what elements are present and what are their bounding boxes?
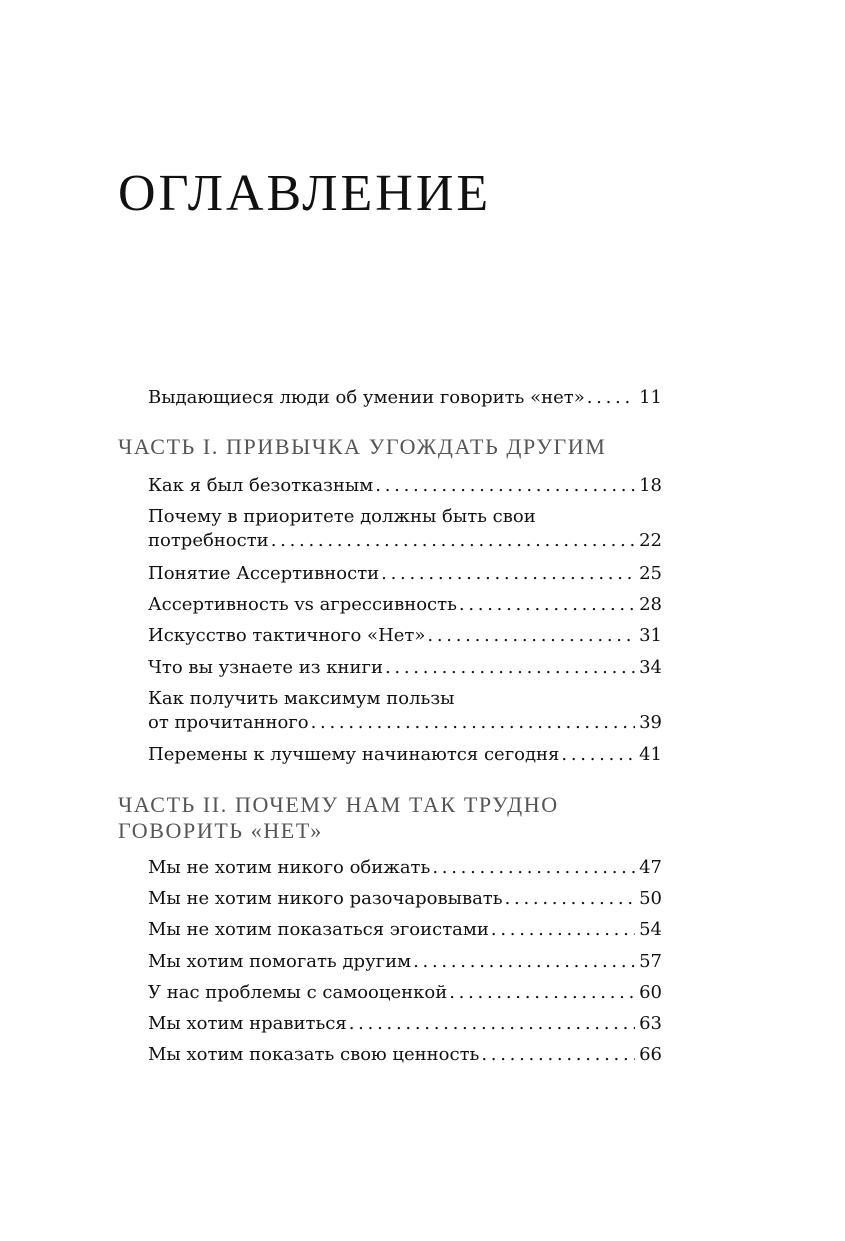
toc-entry[interactable] <box>148 505 662 553</box>
toc-entry-page: 28 <box>639 594 662 615</box>
toc-entry-page: 57 <box>639 951 662 972</box>
part-heading-line: ГОВОРИТЬ «НЕТ» <box>118 818 323 843</box>
toc-entry-title: Ассертивность vs агрессивность <box>148 594 457 615</box>
dot-leader <box>385 656 635 680</box>
toc-entry-title: Как я был безотказным <box>148 475 374 496</box>
toc-entry-title: Понятие Ассертивности <box>148 563 380 584</box>
toc-entry-title: Мы хотим помогать другим <box>148 951 412 972</box>
dot-leader <box>375 474 635 498</box>
toc-entry[interactable] <box>148 918 662 942</box>
toc-entry-page: 39 <box>639 712 662 733</box>
dot-leader <box>449 981 635 1005</box>
toc-entry-title: потребности <box>148 530 269 551</box>
toc-entry[interactable] <box>148 562 662 586</box>
toc-entry[interactable] <box>148 743 662 767</box>
dot-leader <box>381 562 635 586</box>
toc-entry-title: Выдающиеся люди об умении говорить «нет» <box>148 387 585 408</box>
toc-entry-page: 18 <box>639 475 662 496</box>
toc-entry-page: 22 <box>639 530 662 551</box>
toc-entry[interactable] <box>148 474 662 498</box>
dot-leader <box>459 593 635 617</box>
toc-entry-title: Мы не хотим никого обижать <box>148 857 431 878</box>
toc-entry-page: 50 <box>639 888 662 909</box>
toc-entry-page: 31 <box>639 625 662 646</box>
toc-entry-page: 66 <box>639 1044 662 1065</box>
dot-leader <box>505 887 636 911</box>
part-heading-line: ЧАСТЬ I. ПРИВЫЧКА УГОЖДАТЬ ДРУГИМ <box>118 434 607 459</box>
toc-entry-title-line1: Почему в приоритете должны быть свои <box>148 506 536 527</box>
toc-entry-title: Перемены к лучшему начинаются сегодня <box>148 744 560 765</box>
toc-entry[interactable] <box>148 950 662 974</box>
dot-leader <box>587 386 635 410</box>
toc-entry-title: Мы не хотим никого разочаровывать <box>148 888 503 909</box>
toc-entry-page: 60 <box>639 982 662 1003</box>
toc-entry-page: 11 <box>639 387 662 408</box>
dot-leader <box>413 950 635 974</box>
toc-entry[interactable] <box>148 981 662 1005</box>
toc-entry-page: 41 <box>639 744 662 765</box>
dot-leader <box>349 1012 635 1036</box>
toc-entry-title-line1: Как получить максимум пользы <box>148 688 455 709</box>
part-heading-1 <box>118 434 678 460</box>
dot-leader <box>561 743 635 767</box>
toc-entry-title: У нас проблемы с самооценкой <box>148 982 448 1003</box>
toc-entry-page: 63 <box>639 1013 662 1034</box>
toc-entry-title: Мы хотим нравиться <box>148 1013 347 1034</box>
toc-entry-page: 25 <box>639 563 662 584</box>
toc-entry[interactable] <box>148 1012 662 1036</box>
toc-entry[interactable] <box>148 624 662 648</box>
toc-entry[interactable] <box>148 656 662 680</box>
toc-entry[interactable] <box>148 687 662 735</box>
dot-leader <box>481 1043 635 1067</box>
toc-entry[interactable] <box>148 856 662 880</box>
toc-entry-page: 34 <box>639 657 662 678</box>
dot-leader <box>271 529 635 553</box>
toc-entry-title: от прочитанного <box>148 712 309 733</box>
toc-entry-title: Мы хотим показать свою ценность <box>148 1044 480 1065</box>
dot-leader <box>491 918 635 942</box>
dot-leader <box>311 711 636 735</box>
dot-leader <box>432 856 635 880</box>
toc-entry-intro[interactable] <box>148 386 662 410</box>
toc-entry[interactable] <box>148 887 662 911</box>
toc-entry-title: Искусство тактичного «Нет» <box>148 625 426 646</box>
toc-entry-page: 54 <box>639 919 662 940</box>
toc-entry[interactable] <box>148 593 662 617</box>
dot-leader <box>427 624 635 648</box>
page-title: ОГЛАВЛЕНИЕ <box>118 165 492 222</box>
part-heading-line: ЧАСТЬ II. ПОЧЕМУ НАМ ТАК ТРУДНО <box>118 792 559 817</box>
toc-entry-page: 47 <box>639 857 662 878</box>
part-heading-2 <box>118 792 678 844</box>
toc-entry[interactable] <box>148 1043 662 1067</box>
toc-entry-title: Что вы узнаете из книги <box>148 657 383 678</box>
toc-entry-title: Мы не хотим показаться эгоистами <box>148 919 489 940</box>
